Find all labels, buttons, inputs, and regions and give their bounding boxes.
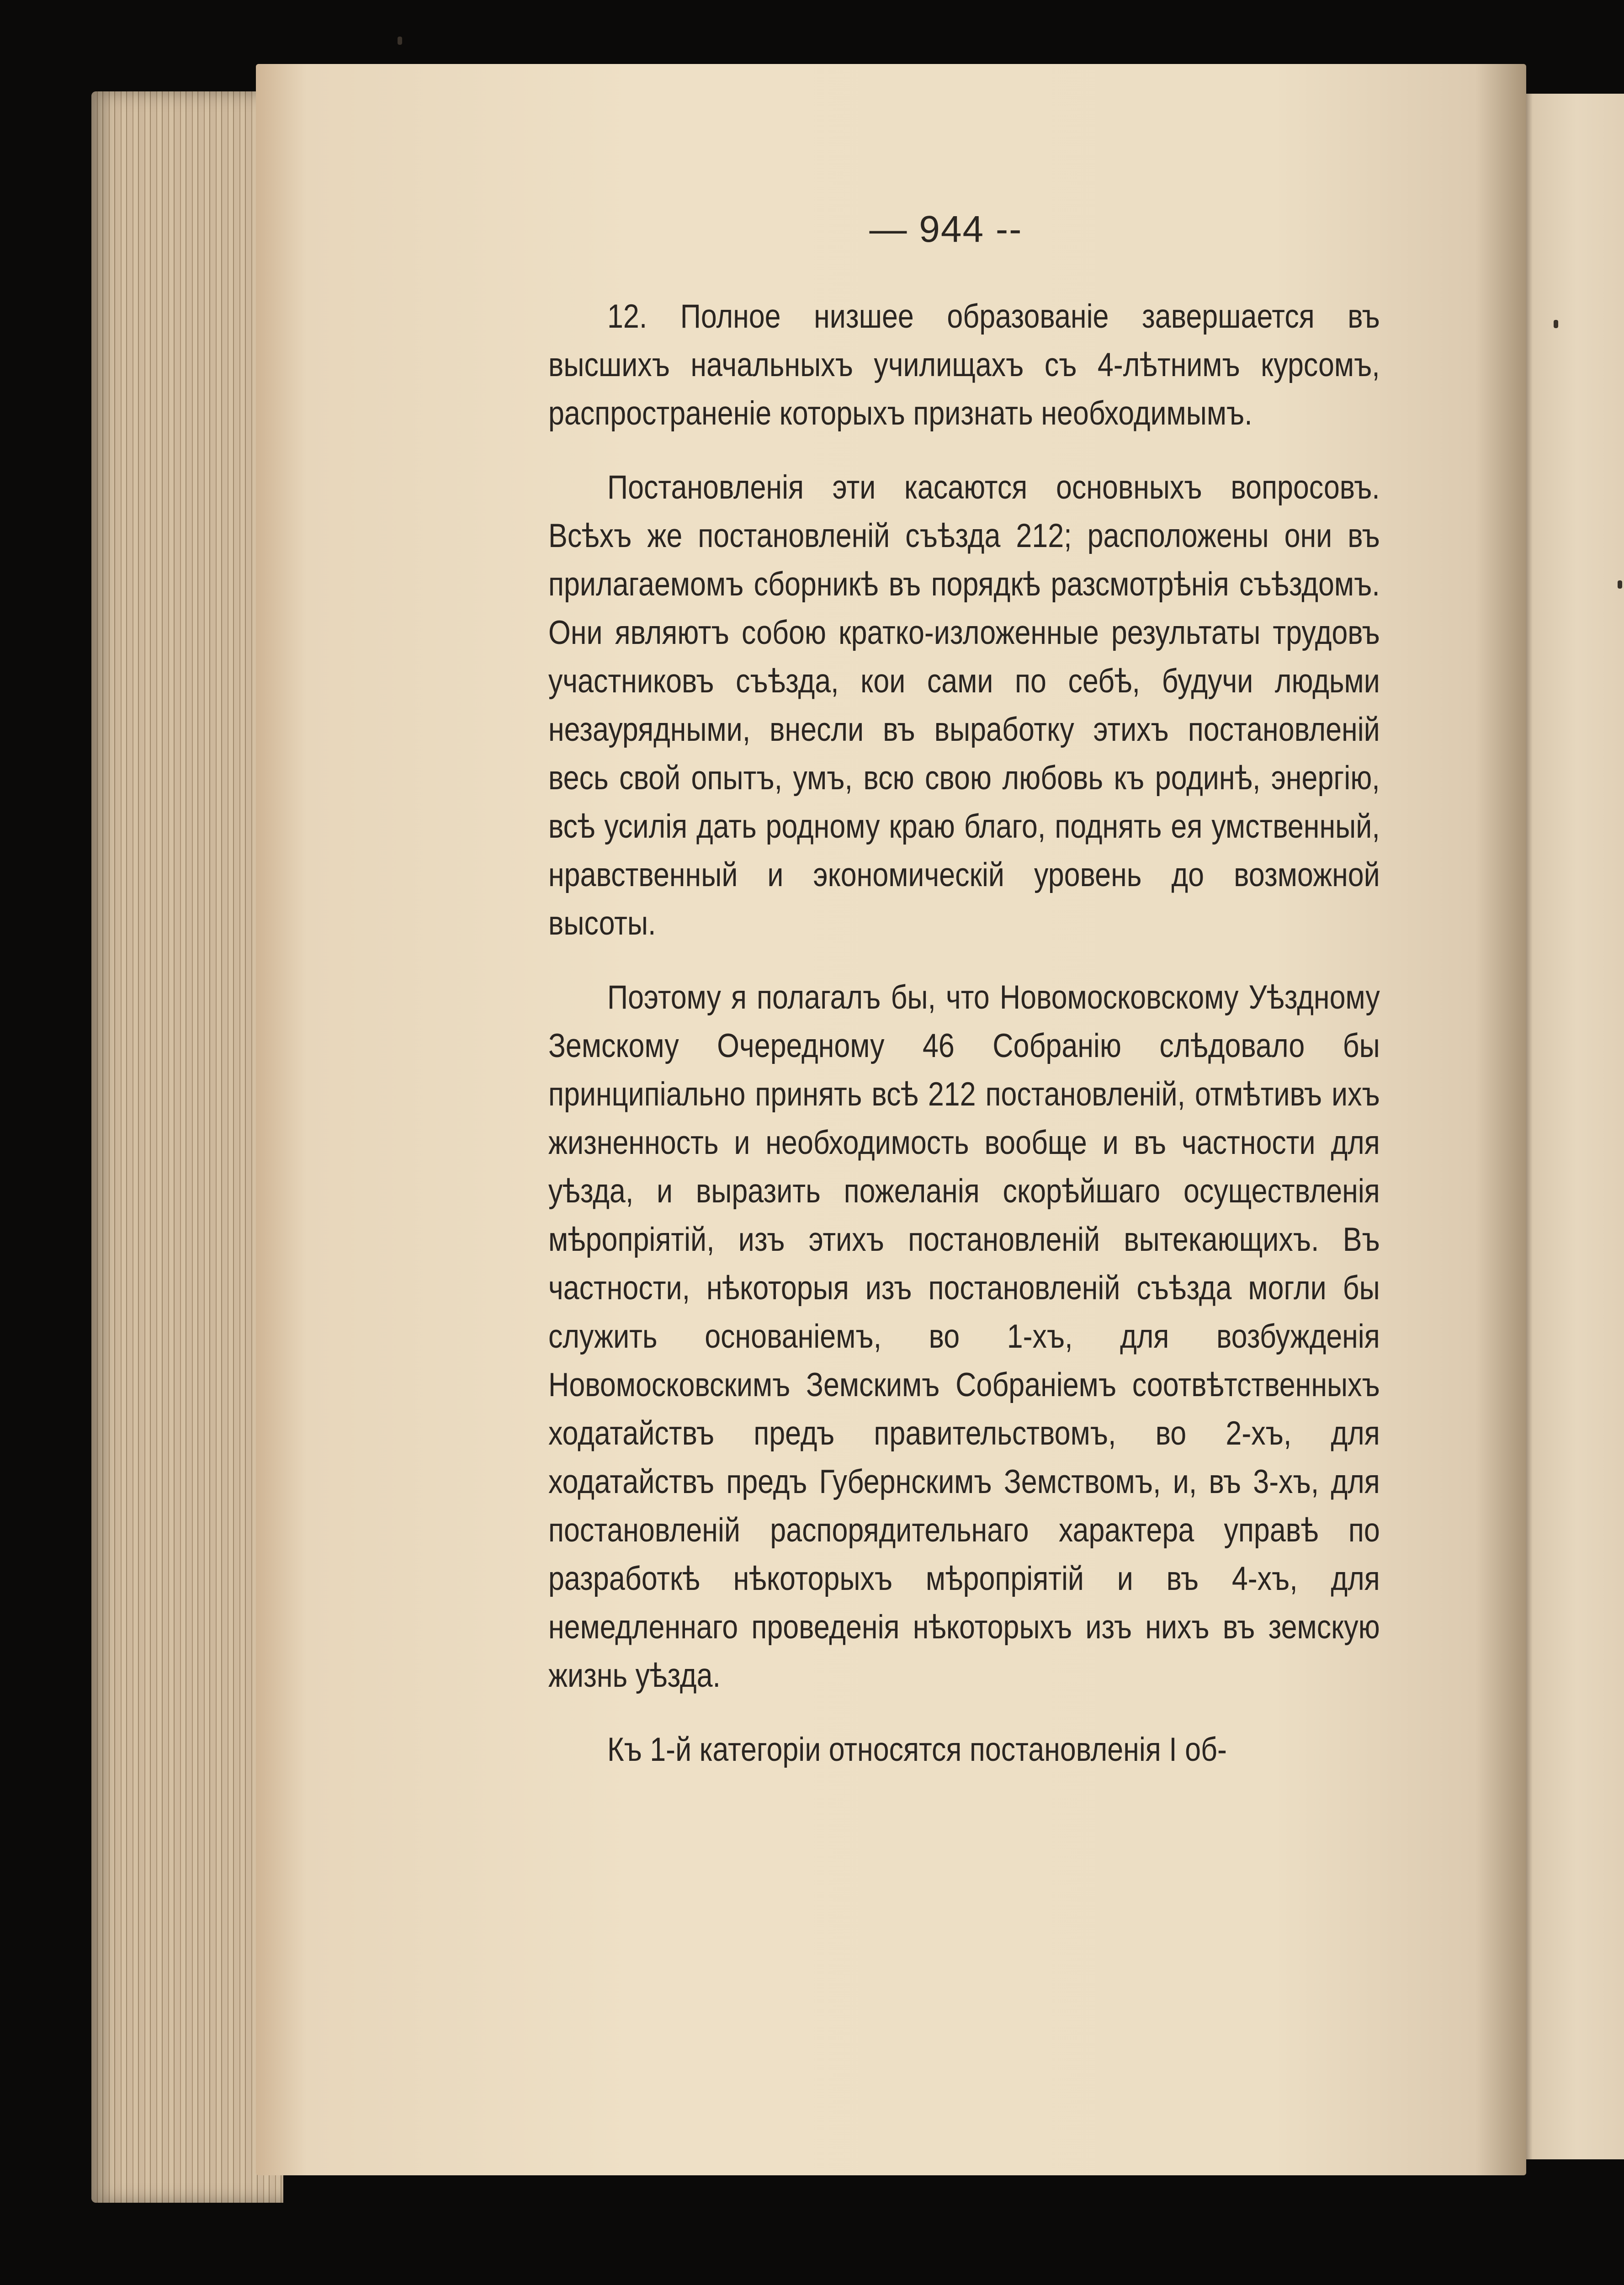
page-number: — 944 -- <box>869 208 1023 250</box>
paragraph-1: 12. Полное низшее образованіе завершается въ высшихъ начальныхъ училищахъ съ 4-лѣтнимъ курсомъ, распространеніе которыхъ признать необходимымъ. <box>548 298 1380 432</box>
paragraph-4: Къ 1-й категоріи относятся постановленія I об- <box>607 1731 1227 1768</box>
dust-speck <box>1554 320 1558 328</box>
paragraph-3: Поэтому я полагалъ бы, что Новомосковскому Уѣздному Земскому Очередному 46 Собранію слѣдовало бы принципіально принять всѣ 212 постановленій, отмѣтивъ ихъ жизненность и необходимость вообще и въ частности для уѣзда, и выразить пожеланія скорѣйшаго осуществленія мѣропріятій, изъ этихъ постановленій вытекающихъ. Въ частности, нѣкоторыя изъ постановленій съѣзда могли бы служить основаніемъ, во 1-хъ, для возбужденія Новомосковскимъ Земскимъ Собраніемъ соотвѣтственныхъ ходатайствъ предъ правительствомъ, во 2-хъ, для ходатайствъ предъ Губернскимъ Земствомъ, и, въ 3-хъ, для постановленій распорядительнаго характера управѣ по разработкѣ нѣкоторыхъ мѣропріятій и въ 4-хъ, для немедленнаго проведенія нѣкоторыхъ изъ нихъ въ земскую жизнь уѣзда. <box>548 979 1380 1694</box>
adjacent-page-edge <box>1522 94 1624 2159</box>
page-body-text <box>548 292 1380 1774</box>
dust-speck <box>1618 580 1622 589</box>
paragraph-2: Постановленія эти касаются основныхъ вопросовъ. Всѣхъ же постановленій съѣзда 212; расположены они въ прилагаемомъ сборникѣ въ порядкѣ разсмотрѣнія съѣздомъ. Они являютъ собою кратко-изложенные результаты трудовъ участниковъ съѣзда, кои сами по себѣ, будучи людьми незаурядными, внесли въ выработку этихъ постановленій весь свой опытъ, умъ, всю свою любовь къ родинѣ, энергію, всѣ усилія дать родному краю благо, поднять ея умственный, нравственный и экономическій уровень до возможной высоты. <box>548 469 1380 942</box>
book-page-edges <box>91 91 283 2203</box>
dust-speck <box>398 37 402 45</box>
